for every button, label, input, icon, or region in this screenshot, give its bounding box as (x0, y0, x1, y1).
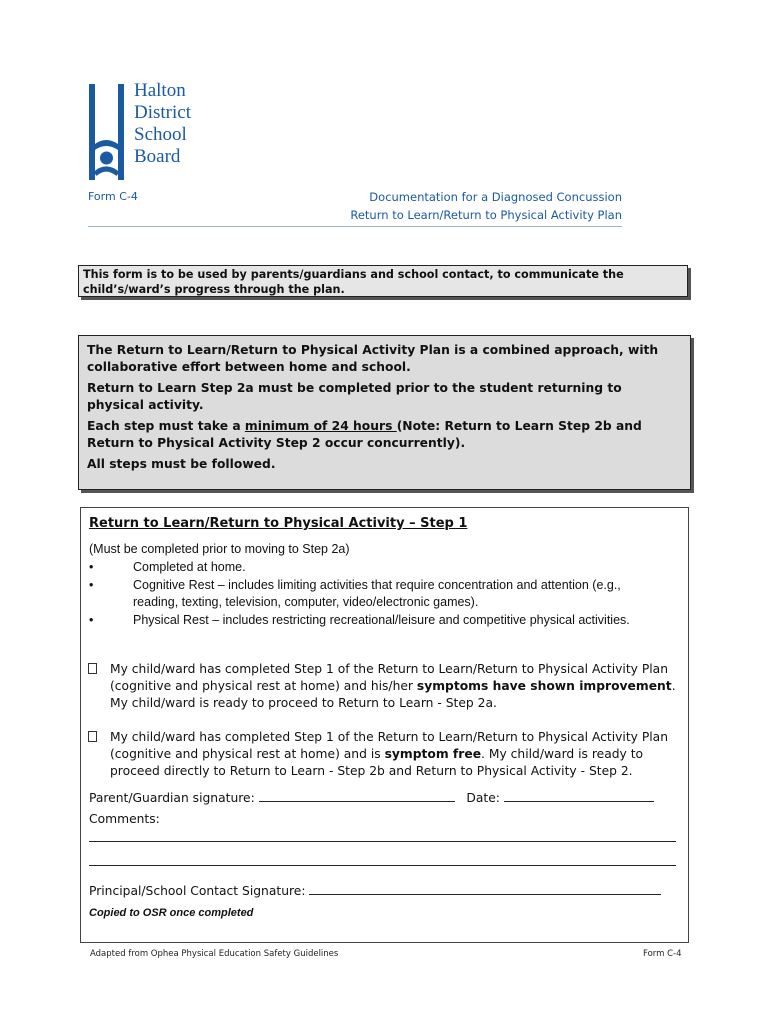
plan-p3-end: (Note: Return to Learn Step 2b and Return to Physical Activity Step 2 occur concurrently). (87, 419, 642, 450)
school-board-name (134, 80, 191, 168)
header-divider (88, 226, 622, 227)
option-a-bold: symptoms have shown improvement (416, 679, 672, 693)
halton-logo-mark-icon (88, 82, 128, 180)
parent-signature-field[interactable] (259, 789, 455, 802)
bullet-icon: • (89, 578, 94, 592)
date-field[interactable] (504, 789, 654, 802)
parent-signature-row (89, 789, 654, 805)
option-a-end: . My child/ward is ready to proceed to Return to Learn - Step 2a. (110, 679, 676, 710)
plan-p3-underline: minimum of 24 hours (244, 419, 397, 433)
option-symptom-free (88, 729, 678, 780)
principal-signature-label: Principal/School Contact Signature: (89, 884, 306, 898)
logo-line-3: School (134, 124, 187, 145)
plan-paragraph-4: All steps must be followed. (87, 457, 276, 471)
bullet-icon: • (89, 560, 94, 574)
plan-paragraph-3 (87, 418, 682, 452)
step1-title: Return to Learn/Return to Physical Activity – Step 1 (89, 516, 468, 531)
form-id: Form C-4 (88, 190, 138, 203)
plan-info-box (78, 335, 691, 490)
plan-p3-start: Each step must take a (87, 419, 245, 433)
copied-to-osr-note: Copied to OSR once completed (89, 907, 254, 919)
plan-paragraph-1: The Return to Learn/Return to Physical Activity Plan is a combined approach, with collaborative effort between home and school. (87, 343, 659, 374)
step1-prerequisite: (Must be completed prior to moving to Step 2a) (89, 542, 350, 556)
bullet-text: Cognitive Rest – includes limiting activities that require concentration and attention (e.g., reading, texting, television, computer, video/electronic games). (133, 578, 621, 609)
option-symptoms-improved (88, 661, 678, 712)
comments-label: Comments: (89, 812, 160, 826)
intro-box: This form is to be used by parents/guardians and school contact, to communicate the child’s/ward’s progress through the plan. (78, 265, 688, 297)
bullet-icon: • (89, 613, 94, 627)
footer-source: Adapted from Ophea Physical Education Safety Guidelines (90, 949, 339, 959)
principal-signature-row (89, 882, 661, 898)
plan-paragraph-2: Return to Learn Step 2a must be completed prior to the student returning to physical activity. (87, 381, 622, 412)
option-b-end: . My child/ward is ready to proceed directly to Return to Learn - Step 2b and Return to Physical Activity - Step 2. (110, 747, 644, 778)
comments-line-1[interactable] (89, 841, 676, 842)
option-a-text (110, 661, 678, 712)
comments-line-2[interactable] (89, 865, 676, 866)
option-b-checkbox[interactable] (88, 731, 97, 742)
document-title (350, 188, 622, 224)
document-title-line-1: Documentation for a Diagnosed Concussion (369, 190, 622, 204)
footer-form-id: Form C-4 (643, 949, 682, 959)
document-title-line-2: Return to Learn/Return to Physical Activity Plan (350, 208, 622, 222)
logo-line-2: District (134, 102, 191, 123)
bullet-text: Physical Rest – includes restricting recreational/leisure and competitive physical activities. (133, 613, 630, 627)
logo-line-4: Board (134, 146, 181, 167)
logo-line-1: Halton (134, 80, 186, 101)
date-label: Date: (466, 791, 500, 805)
parent-signature-label: Parent/Guardian signature: (89, 791, 255, 805)
option-a-start: My child/ward has completed Step 1 of the Return to Learn/Return to Physical Activity Plan (cognitive and physical rest at home) and his/her (110, 662, 669, 693)
option-b-bold: symptom free (384, 747, 482, 761)
principal-signature-field[interactable] (309, 882, 661, 895)
option-a-checkbox[interactable] (88, 663, 97, 674)
bullet-text: Completed at home. (133, 560, 246, 574)
option-b-text (110, 729, 678, 780)
option-b-start: My child/ward has completed Step 1 of the Return to Learn/Return to Physical Activity Plan (cognitive and physical rest at home) and is (110, 730, 669, 761)
